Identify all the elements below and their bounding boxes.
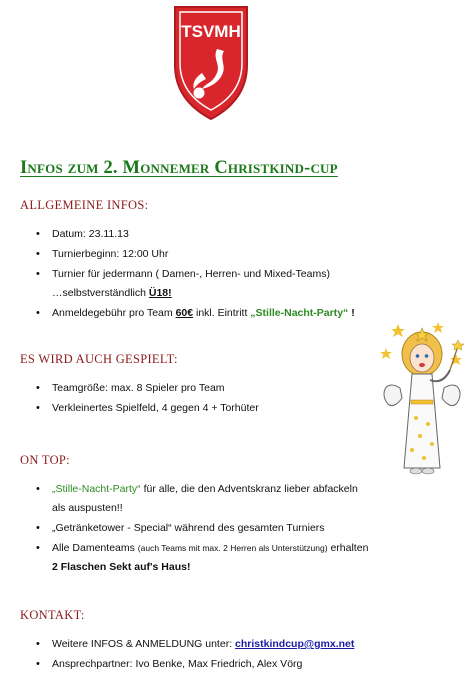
heading-played: ES WIRD AUCH GESPIELT: <box>20 352 178 366</box>
list-item-date: • Datum: 23.11.13 <box>36 224 355 244</box>
heading-general: ALLGEMEINE INFOS: <box>20 198 149 212</box>
list-item-field: • Verkleinertes Spielfeld, 4 gegen 4 + Torhüter <box>36 398 259 418</box>
list-item-team-size: • Teamgröße: max. 8 Spieler pro Team <box>36 378 259 398</box>
list-item-info: • Weitere INFOS & ANMELDUNG unter: christkindcup@gmx.net <box>36 634 354 654</box>
list-played <box>36 378 259 418</box>
age-limit: Ü18! <box>148 287 172 299</box>
list-item-start: • Turnierbeginn: 12:00 Uhr <box>36 244 355 264</box>
heading-on-top: ON TOP: <box>20 453 70 467</box>
list-contact <box>36 634 354 674</box>
list-item-open: • Turnier für jedermann ( Damen-, Herren- und Mixed-Teams) …selbstverständlich Ü18! <box>36 264 355 303</box>
list-item-tower: • „Getränketower - Special“ während des gesamten Turniers <box>36 518 368 538</box>
tsvmh-logo <box>172 3 250 121</box>
party-name: „Stille-Nacht-Party“ <box>250 307 349 319</box>
list-general <box>36 224 355 323</box>
list-on-top <box>36 479 368 577</box>
fee-amount: 60€ <box>175 307 194 319</box>
email-link[interactable]: christkindcup@gmx.net <box>235 638 355 650</box>
christmas-angel-illustration <box>378 318 466 483</box>
heading-contact: KONTAKT: <box>20 608 85 622</box>
list-item-party: • „Stille-Nacht-Party“ für alle, die den Adventskranz lieber abfackeln als auspusten!! <box>36 479 368 518</box>
logo-text: TSVMH <box>181 22 241 41</box>
list-item-fee: • Anmeldegebühr pro Team 60€ inkl. Eintritt „Stille-Nacht-Party“ ! <box>36 303 355 323</box>
list-item-ladies: • Alle Damenteams (auch Teams mit max. 2 Herren als Unterstützung) erhalten 2 Flaschen Sekt auf's Haus! <box>36 538 368 577</box>
list-item-persons: • Ansprechpartner: Ivo Benke, Max Friedrich, Alex Vörg <box>36 654 354 674</box>
page-title: Infos zum 2. Monnemer Christkind-cup <box>20 158 338 178</box>
